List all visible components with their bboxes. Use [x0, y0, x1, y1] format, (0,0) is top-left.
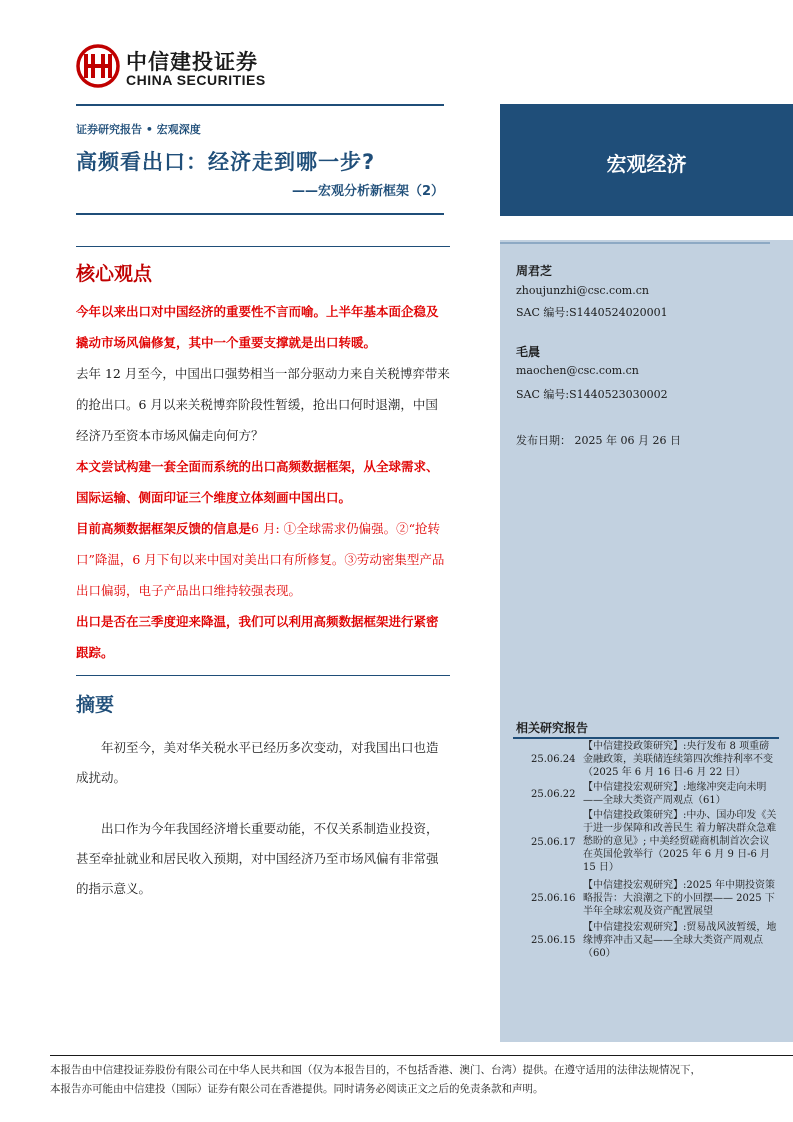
core-view-top-rule [76, 246, 450, 247]
core-view-paragraph: 去年 12 月至今，中国出口强势相当一部分驱动力来自关税博弈带来的抢出口。6 月以来关税博弈阶段性暂缓，抢出口何时退潮，中国经济乃至资本市场风偏走向何方？ [76, 366, 450, 443]
core-view-heading: 核心观点 [76, 263, 153, 285]
related-report-title[interactable]: 【中信建投政策研究】:中办、国办印发《关于进一步保障和改善民生 着力解决群众急难愁盼的意见》; 中美经贸磋商机制首次会议在英国伦敦举行（2025 年 6 月 9 日-6 月 15 日） [583, 810, 777, 873]
related-report-title[interactable]: 【中信建投宏观研究】:2025 年中期投资策略报告：大浪潮之下的小回摆—— 2025 下半年全球宏观及资产配置展望 [583, 880, 775, 917]
analyst-sac: SAC 编号:S1440523030002 [516, 388, 668, 401]
related-report-date: 25.06.22 [531, 789, 576, 800]
publish-date-value: 2025 年 06 月 26 日 [574, 434, 681, 447]
analyst-email[interactable]: zhoujunzhi@csc.com.cn [516, 284, 649, 297]
related-report-date: 25.06.15 [531, 935, 576, 946]
related-report-date: 25.06.17 [531, 837, 576, 848]
publish-date [516, 432, 681, 448]
section-tag: 宏观经济 [606, 152, 687, 176]
abstract-paragraph: 出口作为今年我国经济增长重要动能，不仅关系制造业投资，甚至牵扯就业和居民收入预期，对中国经济乃至市场风偏有非常强的指示意义。 [76, 821, 439, 896]
report-title: 高频看出口：经济走到哪一步? [76, 150, 376, 174]
related-reports-rule [513, 737, 779, 739]
core-view-paragraph [76, 513, 450, 606]
related-reports-heading: 相关研究报告 [516, 721, 589, 735]
related-report-title[interactable]: 【中信建投宏观研究】:贸易战风波暂缓，地缘博弈冲击又起——全球大类资产周观点（60） [583, 922, 777, 959]
csc-logo-icon [76, 44, 120, 88]
footer-disclaimer: 本报告亦可能由中信建投（国际）证券有限公司在香港提供。同时请务必阅读正文之后的免责条款和声明。 [50, 1083, 544, 1095]
core-view-paragraph: 本文尝试构建一套全面而系统的出口高频数据框架，从全球需求、国际运输、侧面印证三个维度立体刻画中国出口。 [76, 459, 439, 505]
publish-date-label: 发布日期： [516, 434, 571, 447]
related-report-title[interactable]: 【中信建投宏观研究】:地缘冲突走向未明 ——全球大类资产周观点（61） [583, 782, 767, 806]
company-logo [76, 44, 286, 94]
brand-name-cn: 中信建投证券 [126, 50, 258, 74]
core-view-lead: 目前高频数据框架反馈的信息是 [76, 521, 252, 536]
core-view-paragraph: 出口是否在三季度迎来降温，我们可以利用高频数据框架进行紧密跟踪。 [76, 614, 439, 660]
abstract-top-rule [76, 675, 450, 676]
report-subtitle: ——宏观分析新框架（2） [291, 184, 444, 199]
section-tag-box [500, 104, 793, 216]
core-view-paragraph: 今年以来出口对中国经济的重要性不言而喻。上半年基本面企稳及撬动市场风偏修复，其中一个重要支撑就是出口转暖。 [76, 304, 439, 350]
core-view-findings: 6 月: ①全球需求仍偏强。②“抢转口”降温，6 月下旬以来中国对美出口有所修复。③劳动密集型产品出口偏弱，电子产品出口维持较强表现。 [76, 521, 445, 598]
analyst-name: 周君芝 [516, 264, 553, 278]
footer-rule [50, 1055, 793, 1056]
sidebar-top-rule [500, 242, 770, 244]
analyst-name: 毛晨 [516, 345, 541, 359]
header-top-rule [76, 104, 444, 106]
header-bottom-rule [76, 213, 444, 215]
report-category: 证券研究报告 • 宏观深度 [76, 123, 201, 136]
abstract-paragraph: 年初至今，美对华关税水平已经历多次变动，对我国出口也造成扰动。 [76, 740, 439, 785]
footer-disclaimer: 本报告由中信建投证券股份有限公司在中华人民共和国（仅为本报告目的，不包括香港、澳门、台湾）提供。在遵守适用的法律法规情况下， [50, 1064, 701, 1076]
related-report-date: 25.06.24 [531, 754, 576, 765]
brand-name-en: CHINA SECURITIES [126, 72, 266, 88]
abstract-heading: 摘要 [76, 694, 115, 716]
related-report-date: 25.06.16 [531, 893, 576, 904]
analyst-sac: SAC 编号:S1440524020001 [516, 306, 668, 319]
analyst-email[interactable]: maochen@csc.com.cn [516, 364, 639, 377]
related-report-title[interactable]: 【中信建投政策研究】:央行发布 8 项重磅金融政策，美联储连续第四次维持利率不变（2025 年 6 月 16 日-6 月 22 日） [583, 741, 773, 778]
